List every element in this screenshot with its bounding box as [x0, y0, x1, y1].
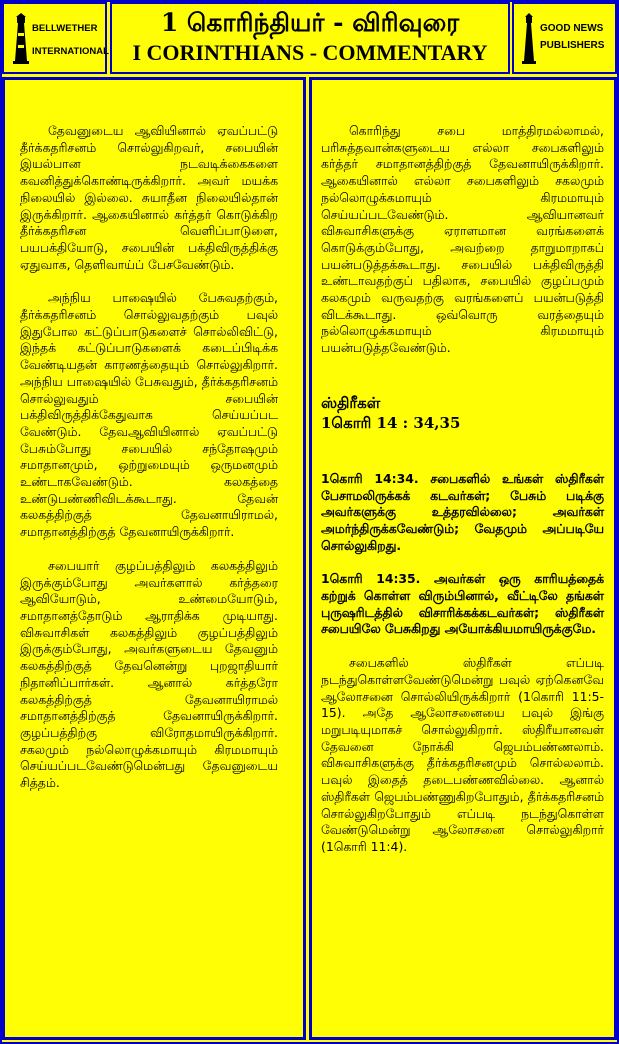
- section-reference: 1கொரி 14 : 34,35: [321, 413, 461, 432]
- bellwether-logo-line1: BELLWETHER: [32, 23, 98, 34]
- page-header: [2, 2, 617, 74]
- page-title-english: I CORINTHIANS - COMMENTARY: [132, 40, 488, 65]
- lighthouse-icon: [520, 13, 538, 65]
- left-column-text: [20, 123, 278, 809]
- section-title: ஸ்திரீகள்: [321, 393, 381, 412]
- verse: 1கொரி 14:34. சபைகளில் உங்கள் ஸ்திரீகள் பேசாமலிருக்கக் கடவர்கள்; பேசும் படிக்கு அவர்களுக்கு உத்தரவில்லை; அவர்கள் அமர்ந்திருக்கவேண்டும்; வேதமும் அப்படியே சொல்லுகிறது.: [321, 470, 604, 553]
- bellwether-logo-line2: INTERNATIONAL: [32, 46, 109, 57]
- section-heading: [321, 393, 604, 433]
- page-title-tamil: 1 கொரிந்தியர் - விரிவுரை: [160, 8, 460, 37]
- paragraph: கொரிந்து சபை மாத்திரமல்லாமல், பரிசுத்தவான்களுடைய எல்லா சபைகளிலும் கர்த்தர் சமாதானத்திற்குத் தேவனாயிருக்கிறார். ஆகையினால் எல்லா சபைகளிலும் சகலமும் நல்லொழுக்கமாயும் கிரமமாயும் செய்யப்படவேண்டும். ஆவியானவர் விசுவாசிகளுக்கு ஏராளமான வரங்களைக் கொடுக்கும்போது, அவற்றை தாறுமாறாகப் பயன்படுத்தக்கூடாது. சபையில் பக்திவிருத்தி உண்டாவதற்குப் பதிலாக, சபையில் குழப்பமும் கலகமும் வருவதற்கு வரங்களைப் பயன்படுத்தி விடக்கூடாது. ஒவ்வொரு வரத்தையும் நல்லொழுக்கமாயும் கிரமமாயும் பயன்படுத்தவேண்டும்.: [321, 123, 604, 356]
- paragraph: சபைகளில் ஸ்திரீகள் எப்படி நடந்துகொள்ளவேண்டுமென்று பவுல் ஏற்கெனவே ஆலோசனை சொல்லியிருக்கிறார் (1கொரி 11:5-15). அதே ஆலோசனையை பவுல் இங்கு மறுபடியுமாகச் சொல்லுகிறார். ஸ்திரீயானவள் தேவனை நோக்கி ஜெபம்பண்ணலாம். விசுவாசிகளுக்கு தீர்க்கதரிசனமும் சொல்லலாம். பவுல் இதைத் தடைபண்ணவில்லை. ஆனால் ஸ்திரீகள் ஜெபம்பண்ணுகிறபோதும், தீர்க்கதரிசனம் சொல்லுகிறபோதும் எப்படி நடந்துகொள்ள வேண்டுமென்று ஆலோசனை சொல்லுகிறார் (1கொரி 11:4).: [321, 655, 604, 854]
- bellwether-logo: [2, 2, 107, 74]
- title-box: [110, 2, 510, 74]
- left-column: [2, 77, 306, 1040]
- good-news-logo-line2: PUBLISHERS: [540, 40, 605, 51]
- lighthouse-icon: [10, 13, 32, 65]
- verse: 1கொரி 14:35. அவர்கள் ஒரு காரியத்தைக் கற்றுக் கொள்ள விரும்பினால், வீட்டிலே தங்கள் புருஷரிடத்தில் விசாரிக்கக்கடவர்கள்; ஸ்திரீகள் சபையிலே பேசுகிறது அயோக்கியமாயிருக்குமே.: [321, 571, 604, 637]
- good-news-logo-line1: GOOD NEWS: [540, 23, 604, 34]
- paragraph: அந்நிய பாஷையில் பேசுவதற்கும், தீர்க்கதரிசனம் சொல்லுவதற்கும் பவுல் இதுபோல கட்டுப்பாடுகளைச் சொல்லிவிட்டு, இந்தக் கட்டுப்பாடுகளைக் கடைப்பிடிக்க வேண்டியதன் காரணத்தையும் சொல்லுகிறார். அந்நிய பாஷையில் பேசுவதும், தீர்க்கதரிசனம் சொல்லுவதும் சபையின் பக்திவிருத்திக்கேதுவாக செய்யப்பட வேண்டும். தேவஆவியினால் ஏவப்பட்டு பேசும்போது சபையில் சந்தோஷமும் சமாதானமும், ஒற்றுமையும் ஒருமனமும் உண்டாகவேண்டும். கலகத்தை உண்டுபண்ணிவிடக்கூடாது. தேவன் கலகத்திற்குத் தேவனாயிராமல், சமாதானத்திற்குத் தேவனாயிருக்கிறார்.: [20, 290, 278, 540]
- paragraph: தேவனுடைய ஆவியினால் ஏவப்பட்டு தீர்க்கதரிசனம் சொல்லுகிறவர், சபையின் இயல்பான நடவடிக்கைகளை கவனித்துக்கொண்டிருக்கிறார். அவர் மயக்க நிலையில் இல்லை. சுயாதீன நிலையில்தான் இருக்கிறார். ஆகையினால் கர்த்தர் கொடுக்கிற தீர்க்கதரிசன வெளிப்பாடுளை, பயபக்தியோடு, சபையின் பக்திவிருத்திக்கு ஏதுவாக, தெளிவாய்ப் பேசவேண்டும்.: [20, 123, 278, 272]
- good-news-logo: [512, 2, 617, 74]
- right-column: [309, 77, 617, 1040]
- right-column-text: [321, 123, 604, 873]
- paragraph: சபையார் குழப்பத்திலும் கலகத்திலும் இருக்கும்போது அவர்களால் கர்த்தரை ஆவியோடும், உண்மையோடும், சமாதானத்தோடும் ஆராதிக்க முடியாது. விசுவாசிகள் கலகத்திலும் குழப்பத்திலும் இருக்கும்போது, அவர்களுடைய தேவனும் கலகத்திற்குத் தேவனென்று புறஜாதியார் நிதானிப்பார்கள். ஆனால் கர்த்தரோ கலகத்திற்குத் தேவனாயிராமல் சமாதானத்திற்குத் தேவனாயிருக்கிறார். குழப்பத்திற்கு விரோதமாயிருக்கிறார். சகலமும் நல்லொழுக்கமாயும் கிரமமாயும் செய்யப்படவேண்டுமென்பது தேவனுடைய சித்தம்.: [20, 557, 278, 791]
